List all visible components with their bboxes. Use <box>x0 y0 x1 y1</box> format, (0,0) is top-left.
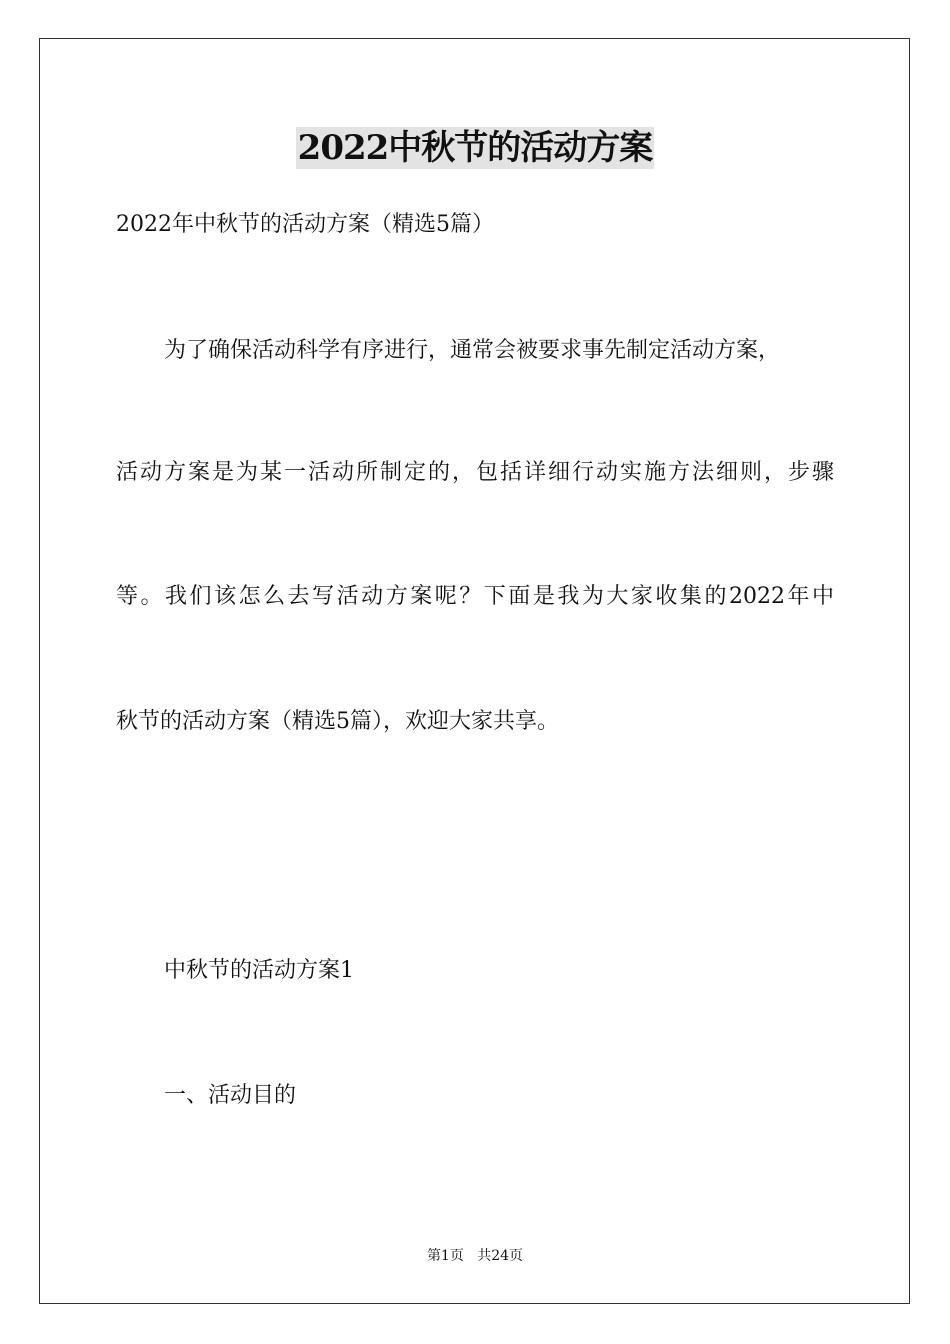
document-subtitle: 2022年中秋节的活动方案（精选5篇） <box>116 212 494 237</box>
intro-line-1: 为了确保活动科学有序进行，通常会被要求事先制定活动方案， <box>164 338 781 363</box>
page-footer <box>0 1246 950 1266</box>
page-number: 第1页 <box>426 1248 464 1264</box>
document-title-text: 2022中秋节的活动方案 <box>297 128 653 168</box>
page-total: 共24页 <box>477 1248 524 1264</box>
subsection-heading: 一、活动目的 <box>164 1083 297 1108</box>
section-heading: 中秋节的活动方案1 <box>164 958 354 983</box>
intro-line-3: 等。我们该怎么去写活动方案呢？下面是我为大家收集的2022年中 <box>116 584 834 609</box>
document-title <box>0 126 950 170</box>
intro-line-4: 秋节的活动方案（精选5篇），欢迎大家共享。 <box>116 709 559 734</box>
intro-line-2: 活动方案是为某一活动所制定的，包括详细行动实施方法细则，步骤 <box>116 460 834 485</box>
